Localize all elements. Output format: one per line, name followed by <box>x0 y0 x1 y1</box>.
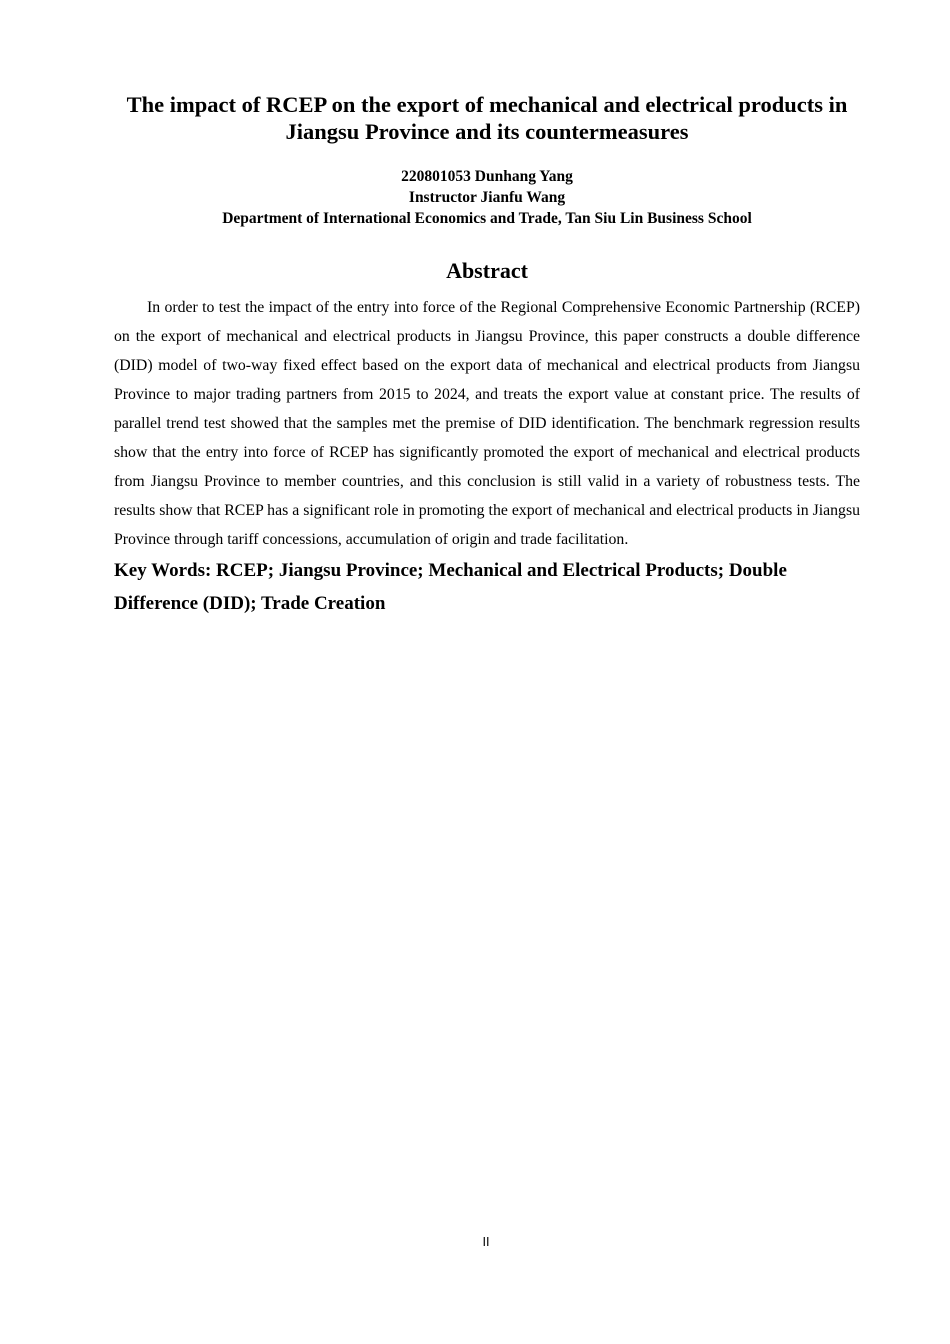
keywords: Key Words: RCEP; Jiangsu Province; Mechanical and Electrical Products; Double Difference (DID); Trade Creation <box>114 560 787 614</box>
abstract-heading: Abstract <box>446 258 528 283</box>
department-line: Department of International Economics and Trade, Tan Siu Lin Business School <box>222 210 752 227</box>
abstract-body: In order to test the impact of the entry into force of the Regional Comprehensive Economic Partnership (RCEP) on the export of mechanical and electrical products in Jiangsu Province, this paper constructs a double difference (DID) model of two-way fixed effect based on the export data of mechanical and electrical products from Jiangsu Province to major trading partners from 2015 to 2024, and treats the export value at constant price. The results of parallel trend test showed that the samples met the premise of DID identification. The benchmark regression results show that the entry into force of RCEP has significantly promoted the export of mechanical and electrical products from Jiangsu Province to member countries, and this conclusion is still valid in a variety of robustness tests. The results show that RCEP has a significant role in promoting the export of mechanical and electrical products in Jiangsu Province through tariff concessions, accumulation of origin and trade facilitation. <box>114 299 860 548</box>
author-block <box>114 166 860 229</box>
instructor-line: Instructor Jianfu Wang <box>408 189 566 206</box>
page-number: II <box>482 1235 490 1249</box>
page-content <box>114 91 860 620</box>
paper-title: The impact of RCEP on the export of mechanical and electrical products in Jiangsu Province and its countermeasures <box>126 92 848 144</box>
author-line: 220801053 Dunhang Yang <box>401 168 573 185</box>
